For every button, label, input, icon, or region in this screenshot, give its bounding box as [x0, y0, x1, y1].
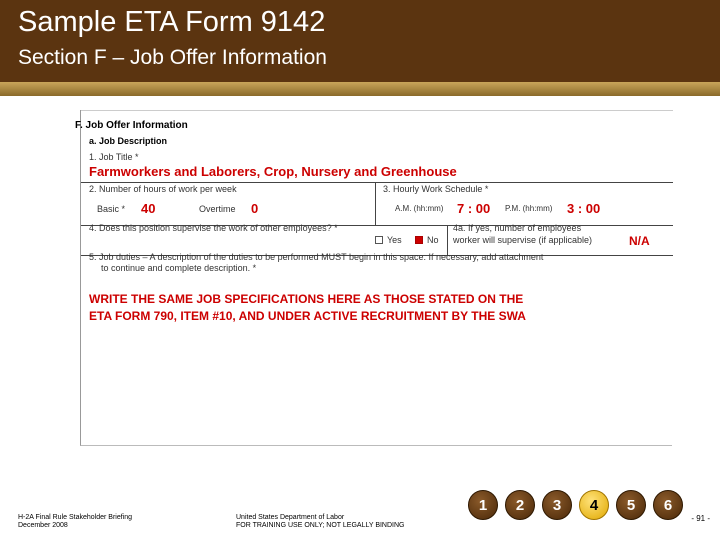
basic-hours-label: Basic *	[97, 204, 126, 214]
supervise-count-label-2: worker will supervise (if applicable)	[453, 235, 593, 245]
footer-department	[236, 514, 405, 530]
job-duties-instruction-2: ETA FORM 790, ITEM #10, AND UNDER ACTIVE RECRUITMENT BY THE SWA	[89, 309, 526, 323]
job-duties-label-1: 5. Job duties – A description of the duties to be performed MUST begin in this space. If necessary, add attachment	[89, 252, 544, 262]
am-time-value[interactable]: 7 : 00	[457, 201, 491, 216]
yes-label: Yes	[387, 235, 402, 245]
slide-header	[0, 0, 720, 82]
row-divider	[81, 182, 673, 183]
form-top-border	[81, 110, 673, 111]
column-divider	[447, 225, 448, 255]
page-navigation	[468, 490, 683, 520]
header-divider	[0, 82, 720, 96]
job-title-label: 1. Job Title *	[89, 152, 139, 162]
section-label: F. Job Offer Information	[75, 120, 188, 131]
supervise-count-label-1: 4a. If yes, number of employees	[453, 223, 582, 233]
slide-title: Sample ETA Form 9142	[18, 6, 326, 38]
page-button-4-current[interactable]: 4	[579, 490, 609, 520]
job-duties-label-2: to continue and complete description. *	[101, 263, 257, 273]
form-section-f	[75, 110, 672, 446]
work-schedule-label: 3. Hourly Work Schedule *	[383, 184, 489, 194]
page-button-3[interactable]: 3	[542, 490, 572, 520]
overtime-value[interactable]: 0	[251, 201, 259, 216]
job-duties-instruction-1: WRITE THE SAME JOB SPECIFICATIONS HERE AS THOSE STATED ON THE	[89, 292, 524, 306]
footer-briefing-date: December 2008	[18, 522, 68, 529]
pm-time-value[interactable]: 3 : 00	[567, 201, 601, 216]
supervise-count-value[interactable]: N/A	[629, 234, 650, 248]
hours-per-week-label: 2. Number of hours of work per week	[89, 184, 237, 194]
subsection-label: a. Job Description	[89, 136, 168, 146]
column-divider	[375, 182, 376, 225]
footer-disclaimer: FOR TRAINING USE ONLY; NOT LEGALLY BINDING	[236, 522, 405, 529]
page-button-5[interactable]: 5	[616, 490, 646, 520]
am-label: A.M. (hh:mm)	[395, 204, 444, 213]
slide-page-number: - 91 -	[691, 514, 710, 523]
basic-hours-value[interactable]: 40	[141, 201, 156, 216]
yes-checkbox[interactable]	[375, 236, 383, 244]
overtime-label: Overtime	[199, 204, 236, 214]
page-button-6[interactable]: 6	[653, 490, 683, 520]
footer-briefing	[18, 514, 132, 530]
footer-department-name: United States Department of Labor	[236, 514, 345, 521]
slide-subtitle: Section F – Job Offer Information	[18, 46, 327, 69]
job-title-value[interactable]: Farmworkers and Laborers, Crop, Nursery and Greenhouse	[89, 164, 457, 179]
supervise-question: 4. Does this position supervise the work of other employees? *	[89, 223, 338, 233]
no-label: No	[427, 235, 439, 245]
pm-label: P.M. (hh:mm)	[505, 204, 553, 213]
footer-briefing-title: H-2A Final Rule Stakeholder Briefing	[18, 514, 133, 521]
page-button-2[interactable]: 2	[505, 490, 535, 520]
page-button-1[interactable]: 1	[468, 490, 498, 520]
no-checkbox[interactable]	[415, 236, 423, 244]
